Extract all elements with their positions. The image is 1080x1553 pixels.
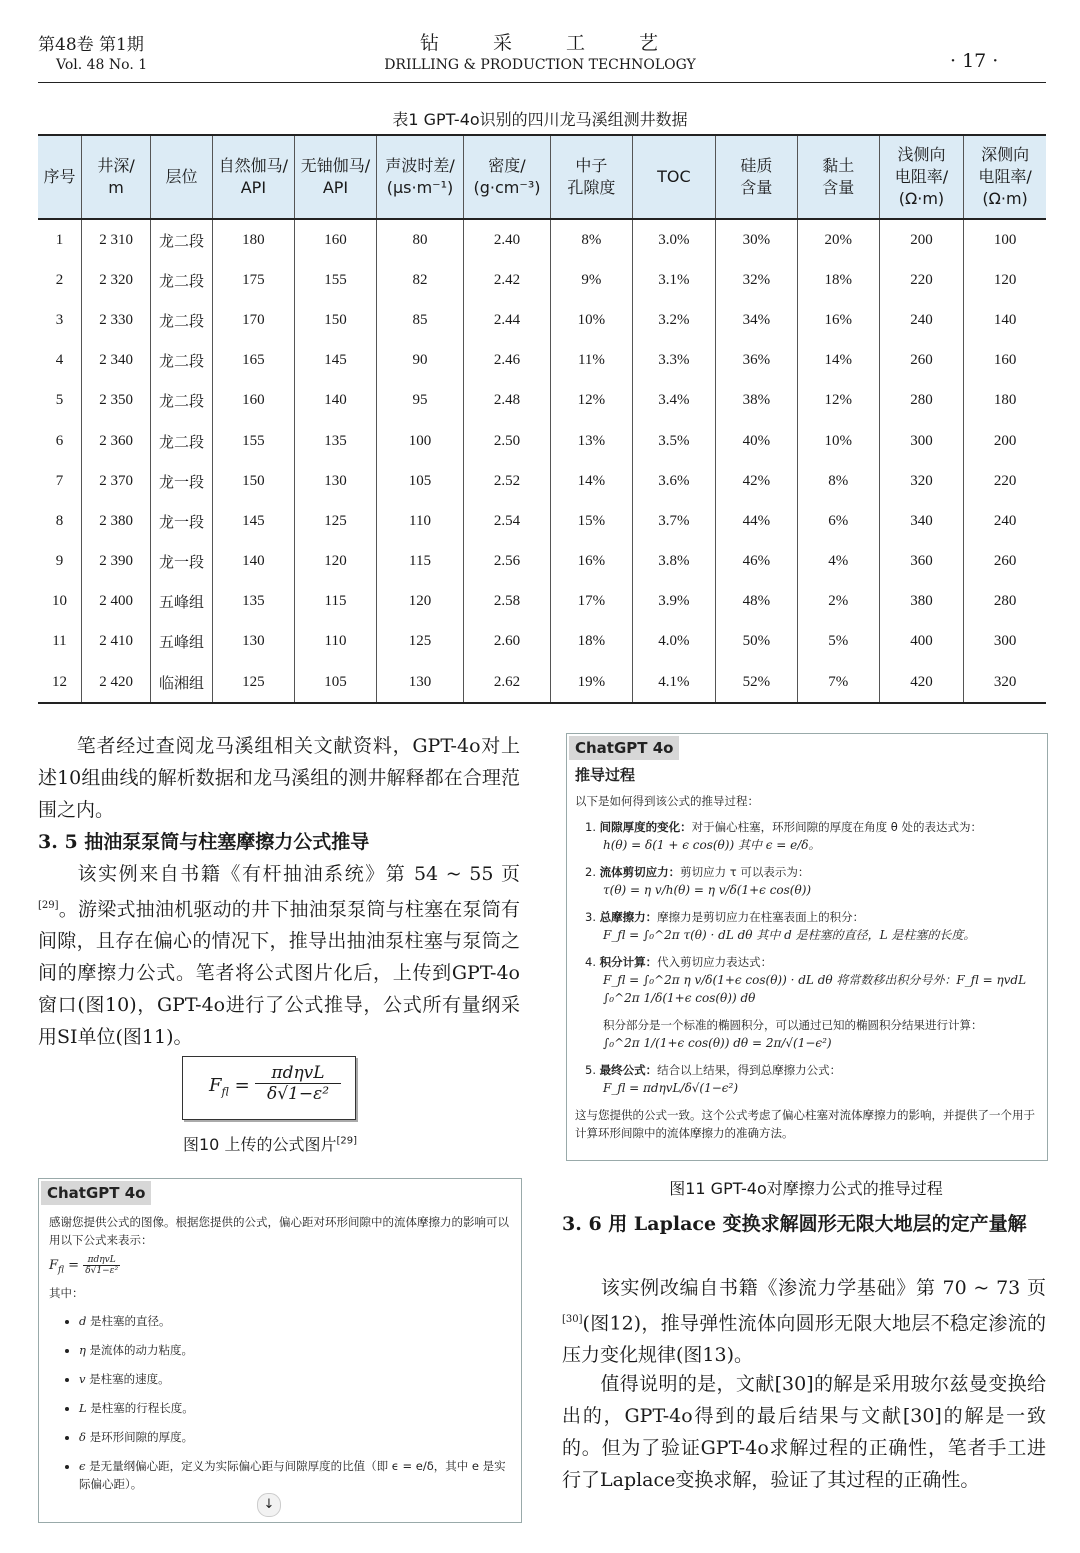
table-cell: 1 <box>55 231 64 248</box>
table-cell: 32% <box>715 260 797 300</box>
section-3-5-heading: 3. 5 抽油泵泵筒与柱塞摩擦力公式推导 <box>38 831 370 853</box>
table-cell: 170 <box>212 300 294 340</box>
table-cell: 14% <box>797 341 879 381</box>
table-header-cell: 自然伽马/ API <box>212 135 294 219</box>
volume-issue-en: Vol. 48 No. 1 <box>56 57 148 73</box>
table-cell: 2.56 <box>463 542 550 582</box>
table-cell: 80 <box>377 219 464 260</box>
table-cell: 10% <box>550 300 632 340</box>
table-cell: 8% <box>797 461 879 501</box>
table-cell: 16% <box>797 300 879 340</box>
table-cell: 五峰组 <box>151 582 213 622</box>
table-cell: 420 <box>879 662 963 703</box>
table-cell: 135 <box>294 421 376 461</box>
derivation-step: 3. 总摩擦力：摩擦力是剪切应力在柱塞表面上的积分： F_fl = ∫₀^2π τ(θ) · dL dθ 其中 d 是柱塞的直径，L 是柱塞的长度。 <box>585 910 976 942</box>
header-rule <box>38 82 1046 83</box>
table-header-cell: 浅侧向 电阻率/ (Ω·m) <box>879 135 963 219</box>
table-cell: 10 <box>51 593 67 610</box>
definition-list <box>49 1312 511 1493</box>
table-cell: 2.40 <box>463 219 550 260</box>
chatgpt-tag: ChatGPT 4o <box>41 1181 151 1205</box>
table-cell: 临湘组 <box>151 662 213 703</box>
table-cell: 3.4% <box>632 381 715 421</box>
table-cell: 龙二段 <box>151 300 213 340</box>
table-cell: 14% <box>550 461 632 501</box>
table-cell: 200 <box>879 219 963 260</box>
table-cell: 3.6% <box>632 461 715 501</box>
table-cell: 3.2% <box>632 300 715 340</box>
table-cell: 15% <box>550 501 632 541</box>
table-header-cell: 层位 <box>151 135 213 219</box>
table-cell: 165 <box>212 341 294 381</box>
table-cell: 2 370 <box>81 461 150 501</box>
table-cell: 3.1% <box>632 260 715 300</box>
definition-item: • δ 是环形间隙的厚度。 <box>79 1428 511 1446</box>
table-cell: 2 310 <box>81 219 150 260</box>
table-cell: 400 <box>879 622 963 662</box>
citation-29: [29] <box>38 900 59 911</box>
table-row <box>38 219 1046 260</box>
table-cell: 8% <box>550 219 632 260</box>
chatgpt-panel-left <box>38 1178 522 1523</box>
table-cell: 105 <box>294 662 376 703</box>
table-cell: 140 <box>212 542 294 582</box>
table-cell: 36% <box>715 341 797 381</box>
table-row <box>38 381 1046 421</box>
table-cell: 7% <box>797 662 879 703</box>
table-cell: 9% <box>550 260 632 300</box>
table-cell: 260 <box>879 341 963 381</box>
table-cell: 115 <box>377 542 464 582</box>
table-cell: 120 <box>377 582 464 622</box>
table-header-cell: 中子 孔隙度 <box>550 135 632 219</box>
table-row <box>38 622 1046 662</box>
panel-right-body <box>567 760 1047 1142</box>
table-cell: 12% <box>550 381 632 421</box>
table-cell: 6 <box>55 432 64 449</box>
table-cell: 100 <box>964 219 1046 260</box>
table-cell: 38% <box>715 381 797 421</box>
table-cell: 17% <box>550 582 632 622</box>
table-row <box>38 461 1046 501</box>
table-cell: 2.48 <box>463 381 550 421</box>
table-header-cell: 序号 <box>38 135 81 219</box>
table-row <box>38 260 1046 300</box>
table-caption: 表1 GPT-4o识别的四川龙马溪组测井数据 <box>392 110 688 129</box>
table-cell: 3.7% <box>632 501 715 541</box>
table-cell: 2% <box>797 582 879 622</box>
table-cell: 380 <box>879 582 963 622</box>
table-cell: 龙一段 <box>151 542 213 582</box>
table-cell: 44% <box>715 501 797 541</box>
uploaded-formula-image <box>182 1056 356 1120</box>
definition-item: • v 是柱塞的速度。 <box>79 1370 511 1388</box>
table-cell: 2.58 <box>463 582 550 622</box>
table-cell: 龙二段 <box>151 341 213 381</box>
table-cell: 3.5% <box>632 421 715 461</box>
table-header-cell: 黏土 含量 <box>797 135 879 219</box>
well-log-table <box>38 134 1046 704</box>
table-cell: 5 <box>55 392 64 409</box>
derivation-step: 4. 积分计算：代入剪切应力表达式： F_fl = ∫₀^2π η v/δ(1+ϵ cos(θ)) · dL dθ 将常数移出积分号外：F_fl = ηvdL ∫₀^2π 1/δ(1+ϵ cos(θ)) dθ <box>585 955 1027 1005</box>
table-cell: 340 <box>879 501 963 541</box>
section-3-6-heading: 3. 6 用 Laplace 变换求解圆形无限大地层的定产量解 <box>562 1213 1027 1235</box>
volume-issue-cn: 第48卷 第1期 <box>38 35 144 55</box>
table-cell: 8 <box>55 512 64 529</box>
paragraph-3: 该实例改编自书籍《渗流力学基础》第 70 ~ 73 页[30](图12)，推导弹性流体向圆形无限大地层不稳定渗流的压力变化规律(图13)。 <box>562 1277 1046 1367</box>
table-cell: 2.54 <box>463 501 550 541</box>
table-cell: 2 380 <box>81 501 150 541</box>
table-cell: 120 <box>964 260 1046 300</box>
table-cell: 180 <box>964 381 1046 421</box>
table-cell: 105 <box>377 461 464 501</box>
table-cell: 12% <box>797 381 879 421</box>
definition-item: • η 是流体的动力粘度。 <box>79 1341 511 1359</box>
table-cell: 19% <box>550 662 632 703</box>
table-cell: 2.42 <box>463 260 550 300</box>
table-cell: 50% <box>715 622 797 662</box>
table-cell: 95 <box>377 381 464 421</box>
table-cell: 160 <box>294 219 376 260</box>
table-cell: 145 <box>212 501 294 541</box>
table-cell: 2 390 <box>81 542 150 582</box>
table-cell: 9 <box>55 553 64 570</box>
table-cell: 125 <box>377 622 464 662</box>
table-cell: 五峰组 <box>151 622 213 662</box>
table-cell: 42% <box>715 461 797 501</box>
table-row <box>38 341 1046 381</box>
table-cell: 150 <box>294 300 376 340</box>
table-cell: 16% <box>550 542 632 582</box>
table-cell: 龙一段 <box>151 501 213 541</box>
table-cell: 2.50 <box>463 421 550 461</box>
table-cell: 10% <box>797 421 879 461</box>
definition-item: • d 是柱塞的直径。 <box>79 1312 511 1330</box>
table-cell: 130 <box>212 622 294 662</box>
table-cell: 200 <box>964 421 1046 461</box>
table-cell: 48% <box>715 582 797 622</box>
derivation-title: 推导过程 <box>575 766 636 784</box>
table-cell: 155 <box>212 421 294 461</box>
panel-left-body: 感谢您提供公式的图像。根据您提供的公式，偏心距对环形间隙中的流体摩擦力的影响可以用以下公式来表示： $F_{fl}$ = $\frac{\text{πdηvL}}{\text{δ√1−ε²}}$ 其中： • d 是柱塞的直径。 • η 是流体的动力粘度。 • v 是柱塞的速度。 • L 是柱塞的行程长度。 • δ 是环形间隙的厚度。 • ϵ 是无量纲偏心距，定义为实际偏心距与间隙厚度的比值（即 ϵ = e/δ，其中 e 是实际偏心距）。 <box>39 1205 521 1493</box>
table-cell: 18% <box>797 260 879 300</box>
table-cell: 3.8% <box>632 542 715 582</box>
table-cell: 90 <box>377 341 464 381</box>
table-cell: 2.62 <box>463 662 550 703</box>
table-cell: 龙一段 <box>151 461 213 501</box>
table-header-cell: 密度/ (g·cm⁻³) <box>463 135 550 219</box>
table-cell: 175 <box>212 260 294 300</box>
table-row <box>38 582 1046 622</box>
table-cell: 3 <box>55 311 64 328</box>
table-cell: 300 <box>879 421 963 461</box>
table-cell: 280 <box>879 381 963 421</box>
derivation-steps <box>575 818 1037 1097</box>
table-cell: 160 <box>964 341 1046 381</box>
page-number: · 17 · <box>950 50 999 72</box>
table-cell: 145 <box>294 341 376 381</box>
table-header-cell: 井深/ m <box>81 135 150 219</box>
derivation-conclusion: 这与您提供的公式一致。这个公式考虑了偏心柱塞对流体摩擦力的影响，并提供了一个用于计算环形间隙中的流体摩擦力的准确方法。 <box>575 1108 1035 1140</box>
table-header-cell: 声波时差/ (μs·m⁻¹) <box>377 135 464 219</box>
table-cell: 180 <box>212 219 294 260</box>
table-cell: 110 <box>377 501 464 541</box>
journal-title-en: DRILLING & PRODUCTION TECHNOLOGY <box>384 57 696 73</box>
table-row <box>38 542 1046 582</box>
chatgpt-tag: ChatGPT 4o <box>569 736 679 760</box>
table-cell: 13% <box>550 421 632 461</box>
table-cell: 150 <box>212 461 294 501</box>
table-cell: 龙二段 <box>151 260 213 300</box>
chatgpt-panel-right <box>566 733 1048 1161</box>
table-cell: 140 <box>294 381 376 421</box>
table-cell: 135 <box>212 582 294 622</box>
table-cell: 240 <box>879 300 963 340</box>
table-cell: 120 <box>294 542 376 582</box>
table-cell: 20% <box>797 219 879 260</box>
journal-title-cn: 钻 采 工 艺 <box>419 32 661 54</box>
table-cell: 160 <box>212 381 294 421</box>
table-cell: 140 <box>964 300 1046 340</box>
table-cell: 2 320 <box>81 260 150 300</box>
table-cell: 2 360 <box>81 421 150 461</box>
table-cell: 2 340 <box>81 341 150 381</box>
table-cell: 18% <box>550 622 632 662</box>
table-cell: 11 <box>52 633 67 650</box>
figure-10-caption: 图10 上传的公式图片[29] <box>183 1135 357 1154</box>
table-cell: 龙二段 <box>151 381 213 421</box>
table-cell: 2.60 <box>463 622 550 662</box>
table-header-cell: TOC <box>632 135 715 219</box>
scroll-down-icon[interactable]: ↓ <box>257 1493 281 1517</box>
table-cell: 2 400 <box>81 582 150 622</box>
derivation-step: 积分部分是一个标准的椭圆积分，可以通过已知的椭圆积分结果进行计算： ∫₀^2π 1/(1+ϵ cos(θ)) dθ = 2π/√(1−ϵ²) <box>603 1018 983 1050</box>
paragraph-2: 该实例来自书籍《有杆抽油系统》第 54 ~ 55 页[29]。游梁式抽油机驱动的井下抽油泵泵筒与柱塞在泵筒有间隙，且存在偏心的情况下，推导出抽油泵柱塞与泵筒之间的摩擦力公式。笔者将公式图片化后，上传到GPT-4o窗口(图10)，GPT-4o进行了公式推导，公式所有量纲采用SI单位(图11)。 <box>38 863 520 1049</box>
table-cell: 300 <box>964 622 1046 662</box>
table-cell: 360 <box>879 542 963 582</box>
derivation-intro: 以下是如何得到该公式的推导过程： <box>575 794 759 808</box>
table-cell: 龙二段 <box>151 421 213 461</box>
table-cell: 82 <box>377 260 464 300</box>
table-cell: 2 410 <box>81 622 150 662</box>
table-cell: 2 <box>55 271 64 288</box>
table-cell: 4 <box>55 352 64 369</box>
table-cell: 30% <box>715 219 797 260</box>
table-cell: 3.0% <box>632 219 715 260</box>
table-cell: 115 <box>294 582 376 622</box>
table-cell: 320 <box>964 662 1046 703</box>
table-cell: 220 <box>964 461 1046 501</box>
table-cell: 125 <box>294 501 376 541</box>
table-cell: 85 <box>377 300 464 340</box>
derivation-step: 5. 最终公式：结合以上结果，得到总摩擦力公式： F_fl = πdηvL/δ√(1−ϵ²) <box>585 1063 842 1095</box>
table-cell: 240 <box>964 501 1046 541</box>
paragraph-4: 值得说明的是，文献[30]的解是采用玻尔兹曼变换给出的，GPT-4o得到的最后结果与文献[30]的解是一致的。但为了验证GPT-4o求解过程的正确性，笔者手工进行了Laplace变换求解，验证了其过程的正确性。 <box>562 1373 1046 1491</box>
table-cell: 12 <box>38 662 81 703</box>
table-cell: 125 <box>212 662 294 703</box>
table-cell: 100 <box>377 421 464 461</box>
table-cell: 320 <box>879 461 963 501</box>
table-cell: 2 350 <box>81 381 150 421</box>
table-cell: 龙二段 <box>151 219 213 260</box>
derivation-step: 1. 间隙厚度的变化：对于偏心柱塞，环形间隙的厚度在角度 θ 处的表达式为： h(θ) = δ(1 + ϵ cos(θ)) 其中 ϵ = e/δ。 <box>585 820 982 852</box>
table-row <box>38 662 1046 703</box>
table-header-cell: 深侧向 电阻率/ (Ω·m) <box>964 135 1046 219</box>
table-cell: 34% <box>715 300 797 340</box>
table-cell: 3.9% <box>632 582 715 622</box>
table-header-cell: 无铀伽马/ API <box>294 135 376 219</box>
table-cell: 5% <box>797 622 879 662</box>
figure-11-caption: 图11 GPT-4o对摩擦力公式的推导过程 <box>669 1179 943 1198</box>
citation-30: [30] <box>562 1314 583 1325</box>
formula-lhs: $F_{fl}$ = <box>209 1075 250 1099</box>
table-cell: 2.52 <box>463 461 550 501</box>
table-cell: 130 <box>294 461 376 501</box>
table-cell: 110 <box>294 622 376 662</box>
definition-item: • ϵ 是无量纲偏心距，定义为实际偏心距与间隙厚度的比值（即 ϵ = e/δ，其中 e 是实际偏心距）。 <box>79 1457 511 1493</box>
table-cell: 3.3% <box>632 341 715 381</box>
table-cell: 52% <box>715 662 797 703</box>
table-cell: 4.0% <box>632 622 715 662</box>
table-cell: 280 <box>964 582 1046 622</box>
table-cell: 2 330 <box>81 300 150 340</box>
panel-left-formula: $F_{fl}$ = $\frac{\text{πdηvL}}{\text{δ√1−ε²}}$ <box>49 1255 119 1276</box>
table-row <box>38 501 1046 541</box>
derivation-step: 2. 流体剪切应力：剪切应力 τ 可以表示为： τ(θ) = η v/h(θ) = η v/δ(1+ϵ cos(θ)) <box>585 865 812 897</box>
table-cell: 2.44 <box>463 300 550 340</box>
table-cell: 46% <box>715 542 797 582</box>
table-cell: 4.1% <box>632 662 715 703</box>
table-cell: 7 <box>55 472 64 489</box>
table-row <box>38 421 1046 461</box>
table-cell: 155 <box>294 260 376 300</box>
formula-fraction: πdηvL δ√1−ε² <box>255 1063 341 1104</box>
table-cell: 4% <box>797 542 879 582</box>
table-cell: 260 <box>964 542 1046 582</box>
table-cell: 2 420 <box>81 662 150 703</box>
table-row <box>38 300 1046 340</box>
table-cell: 2.46 <box>463 341 550 381</box>
table-cell: 220 <box>879 260 963 300</box>
table-cell: 40% <box>715 421 797 461</box>
paragraph-1: 笔者经过查阅龙马溪组相关文献资料，GPT-4o对上述10组曲线的解析数据和龙马溪组的测井解释都在合理范围之内。 <box>38 735 520 821</box>
table-cell: 11% <box>550 341 632 381</box>
table-header-cell: 硅质 含量 <box>715 135 797 219</box>
table-cell: 130 <box>377 662 464 703</box>
table-cell: 6% <box>797 501 879 541</box>
definition-item: • L 是柱塞的行程长度。 <box>79 1399 511 1417</box>
